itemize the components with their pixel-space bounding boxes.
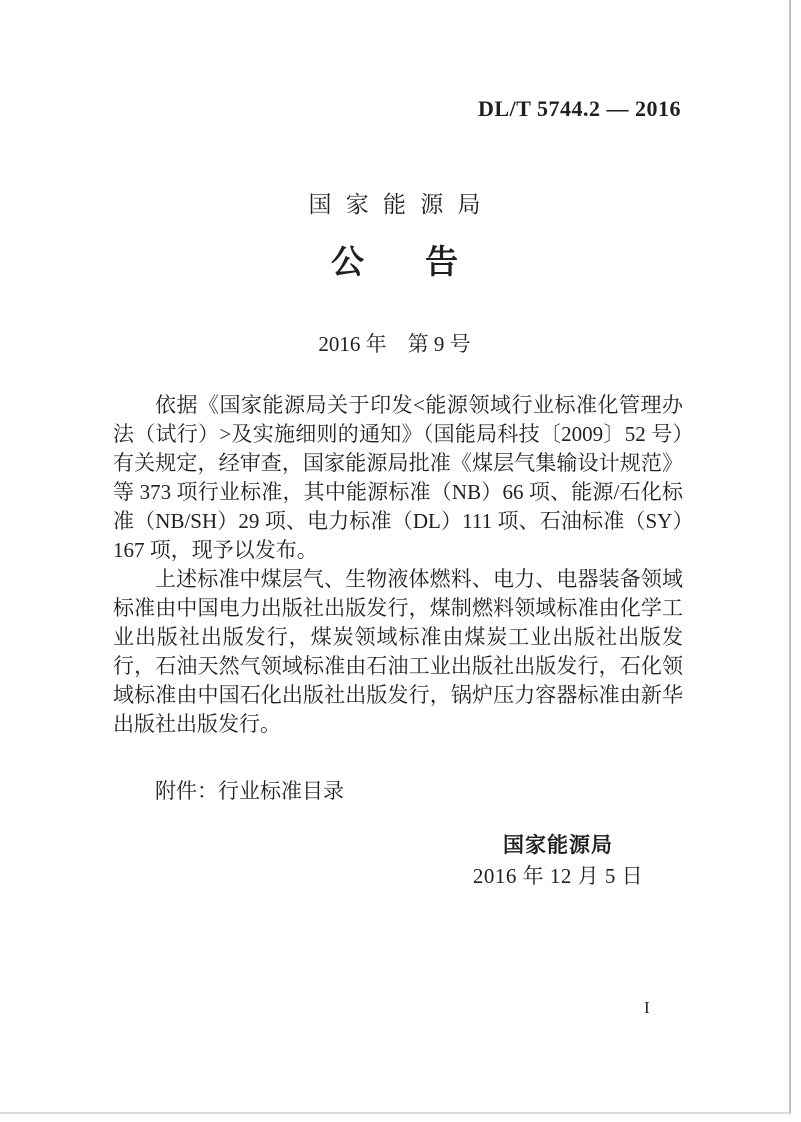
signature-agency: 国家能源局: [503, 834, 613, 857]
page-number: I: [644, 998, 650, 1017]
issue-number: 2016 年 第 9 号: [318, 332, 471, 356]
signature-date: 2016 年 12 月 5 日: [472, 864, 644, 888]
issuing-agency-header: 国家能源局: [308, 191, 495, 217]
paragraph-2: 上述标准中煤层气、生物液体燃料、电力、电器装备领域标准由中国电力出版社出版发行，煤制燃料领域标准由化学工业出版社出版发行，煤炭领域标准由煤炭工业出版社出版发行，石油天然气领域标准由石油工业出版社出版发行，石化领域标准由中国石化出版社出版发行，锅炉压力容器标准由新华出版社出版发行。: [113, 567, 683, 736]
paragraph-1: 依据《国家能源局关于印发<能源领域行业标准化管理办法（试行）>及实施细则的通知》（国能局科技〔2009〕52 号）有关规定，经审查，国家能源局批准《煤层气集输设计规范》等 373 项行业标准，其中能源标准（NB）66 项、能源/石化标准（NB/SH）29 项、电力标准（DL）111 项、石油标准（SY）167 项，现予以发布。: [113, 393, 683, 562]
attachment-line: 附件：行业标准目录: [155, 779, 344, 803]
notice-body: [113, 391, 683, 739]
notice-title: 公告: [330, 243, 520, 280]
standard-number: DL/T 5744.2 — 2016: [478, 96, 681, 121]
signature-block: [418, 831, 698, 891]
